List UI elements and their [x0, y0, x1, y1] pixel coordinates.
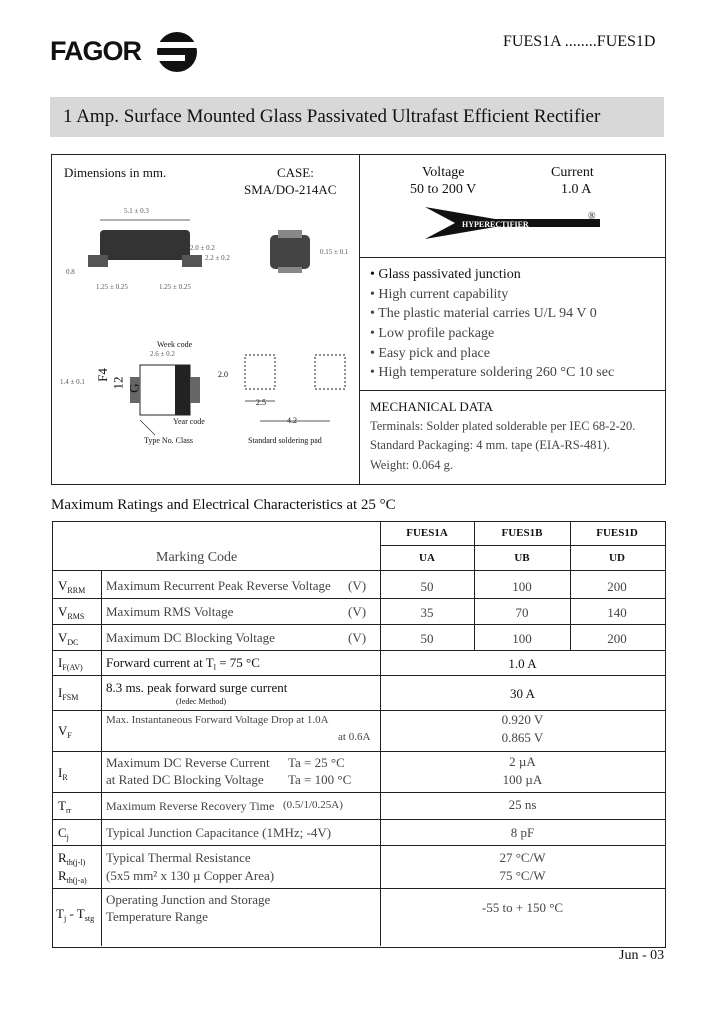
- mechanical-line: Terminals: Solder plated solderable per IEC 68-2-20.: [370, 419, 636, 433]
- dim-band: 1.4 ± 0.1: [60, 378, 85, 386]
- pad-dim-pitch: 4.2: [287, 416, 297, 425]
- year-code-label: Year code: [173, 417, 205, 426]
- package-drawing: [60, 205, 355, 455]
- row-value: 27 °C/W: [499, 850, 546, 865]
- part-range: FUES1A ........FUES1D: [503, 33, 656, 50]
- row-unit: (V): [348, 630, 367, 645]
- row-value: 100 µA: [502, 772, 543, 787]
- table-row: $I_{FSM}$: [58, 685, 79, 702]
- col-header-d: FUES1D: [596, 527, 638, 539]
- row-value: 8 pF: [510, 825, 535, 840]
- brand-logo-text: FAGOR: [50, 36, 142, 66]
- dim-height: 2.0 ± 0.2: [190, 244, 215, 252]
- table-row: $V_F$: [58, 723, 72, 740]
- marking-line-2: 12: [110, 376, 126, 390]
- dim-body: 2.2 ± 0.2: [205, 254, 230, 262]
- table-row: $I_{F(AV)}$: [58, 655, 83, 672]
- voltage-label: Voltage: [422, 165, 465, 180]
- row-desc: Maximum DC Blocking Voltage: [106, 630, 275, 645]
- feature-item: • High current capability: [370, 287, 509, 302]
- table-row: $T_j - T_{stg}$: [56, 906, 95, 923]
- pad-dim-h: 2.0: [218, 370, 228, 379]
- banner-title: 1 Amp. Surface Mounted Glass Passivated Ultrafast Efficient Rectifier: [63, 106, 601, 127]
- brand-arrow-text: HYPERECTIFIER: [462, 220, 529, 229]
- row-desc: (5x5 mm² x 130 µ Copper Area): [106, 868, 275, 883]
- table-row: $V_{RMS}$: [58, 604, 85, 621]
- row-note: (Jedec Method): [176, 697, 226, 706]
- feature-item: • High temperature soldering 260 °C 10 sec: [370, 365, 615, 380]
- row-value: 1.0 A: [508, 656, 537, 671]
- marking-line-1: F4: [94, 368, 110, 382]
- table-row: $V_{RRM}$: [58, 578, 86, 595]
- mechanical-line: Weight: 0.064 g.: [370, 458, 454, 472]
- row-desc: Maximum DC Reverse Current: [106, 755, 270, 770]
- current-value: 1.0 A: [561, 182, 592, 197]
- dim-width: 2.6 ± 0.2: [150, 350, 175, 358]
- row-desc: Temperature Range: [106, 909, 208, 924]
- row-desc: at Rated DC Blocking Voltage: [106, 772, 264, 787]
- registered-mark: ®: [588, 211, 596, 222]
- table-row: $C_j$: [58, 825, 69, 842]
- row-value: 200: [607, 631, 627, 646]
- row-value: 0.865 V: [501, 730, 544, 745]
- marking-d: UD: [609, 552, 625, 564]
- dim-pad-right: 1.25 ± 0.25: [159, 283, 191, 291]
- row-value: 30 A: [510, 686, 535, 701]
- mechanical-title: MECHANICAL DATA: [370, 399, 494, 414]
- case-value: SMA/DO-214AC: [244, 182, 337, 197]
- row-value: -55 to + 150 °C: [481, 900, 564, 915]
- col-header-b: FUES1B: [501, 527, 543, 539]
- row-desc: Maximum RMS Voltage: [106, 604, 234, 619]
- fagor-logo-icon: [145, 30, 209, 74]
- row-desc: Forward current at $T_l = 75$ °C: [106, 655, 260, 672]
- table-row: $R_{th(j-a)}$: [58, 868, 87, 885]
- week-code-label: Week code: [157, 340, 193, 349]
- current-label: Current: [551, 165, 594, 180]
- row-unit: (V): [348, 604, 367, 619]
- dim-lead: 0.8: [66, 268, 75, 276]
- row-value: 35: [420, 605, 434, 620]
- dim-pad-left: 1.25 ± 0.25: [96, 283, 128, 291]
- pad-dim-w: 2.5: [256, 398, 266, 407]
- marking-code-label: Marking Code: [156, 550, 238, 565]
- row-value: 25 ns: [508, 797, 537, 812]
- feature-item: • The plastic material carries U/L 94 V 0: [370, 306, 597, 321]
- row-cond: Ta = 25 °C: [288, 755, 345, 770]
- marking-b: UB: [514, 552, 530, 564]
- soldering-pad-label: Standard soldering pad: [248, 436, 322, 445]
- feature-item: • Low profile package: [370, 326, 495, 341]
- case-label: CASE:: [277, 165, 314, 180]
- row-cond: (0.5/1/0.25A): [283, 799, 343, 811]
- row-value: 0.920 V: [501, 712, 544, 727]
- mechanical-line: Standard Packaging: 4 mm. tape (EIA-RS-481).: [370, 438, 610, 452]
- row-desc: Max. Instantaneous Forward Voltage Drop at 1.0A: [106, 714, 329, 726]
- row-cond: Ta = 100 °C: [288, 772, 352, 787]
- row-desc: 8.3 ms. peak forward surge current: [106, 680, 288, 695]
- voltage-value: 50 to 200 V: [410, 182, 477, 197]
- row-value: 100: [512, 579, 532, 594]
- table-row: $R_{th(j-l)}$: [58, 850, 86, 867]
- row-desc: Operating Junction and Storage: [106, 892, 271, 907]
- row-unit: (V): [348, 578, 367, 593]
- row-value: 50: [420, 579, 434, 594]
- row-desc: Typical Thermal Resistance: [106, 850, 251, 865]
- row-value: 70: [515, 605, 529, 620]
- marking-a: UA: [419, 552, 435, 564]
- row-desc: Typical Junction Capacitance (1MHz; -4V): [106, 825, 332, 840]
- dim-side: 0.15 ± 0.1: [320, 248, 349, 256]
- table-row: $I_R$: [58, 765, 68, 782]
- type-class-label: Type No. Class: [144, 436, 193, 445]
- row-value: 100: [512, 631, 532, 646]
- row-value: 200: [607, 579, 627, 594]
- dim-length: 5.1 ± 0.3: [124, 207, 149, 215]
- row-value: 75 °C/W: [499, 868, 546, 883]
- table-title: Maximum Ratings and Electrical Characteristics at 25 °C: [51, 497, 396, 513]
- row-desc: at 0.6A: [338, 731, 371, 743]
- row-value: 50: [420, 631, 434, 646]
- row-value: 2 µA: [509, 754, 536, 769]
- feature-item: • Easy pick and place: [370, 346, 490, 361]
- marking-line-3: G: [126, 383, 142, 393]
- row-desc: Maximum Reverse Recovery Time: [106, 799, 275, 813]
- row-desc: Maximum Recurrent Peak Reverse Voltage: [106, 578, 331, 593]
- table-row: $V_{DC}$: [58, 630, 79, 647]
- dimensions-label: Dimensions in mm.: [64, 165, 167, 180]
- col-header-a: FUES1A: [406, 527, 448, 539]
- table-row: $T_{rr}$: [58, 798, 72, 815]
- row-value: 140: [607, 605, 627, 620]
- feature-item: • Glass passivated junction: [370, 267, 521, 282]
- footer-date: Jun - 03: [619, 948, 665, 963]
